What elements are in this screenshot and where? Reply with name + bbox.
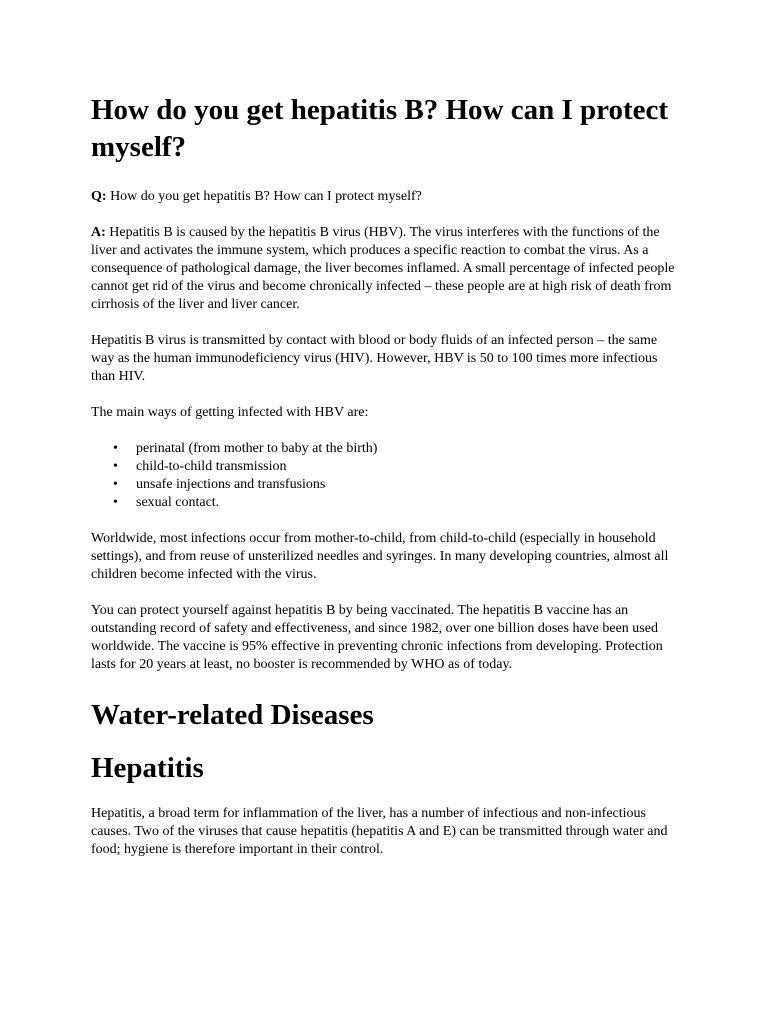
ways-list <box>91 440 681 512</box>
hepatitis-paragraph: Hepatitis, a broad term for inflammation of the liver, has a number of infectious and non-infectious causes. Two of the viruses that cause hepatitis (hepatitis A and E) can be transmitted through water and food; hygiene is therefore important in their control. <box>91 806 668 857</box>
document-page <box>91 92 681 877</box>
list-item <box>113 494 681 512</box>
section-heading-water-related-diseases: Water-related Diseases <box>91 699 374 731</box>
worldwide-paragraph: Worldwide, most infections occur from mother-to-child, from child-to-child (especially in household settings), and from reuse of unsterilized needles and syringes. In many developing countries, almost all children become infected with the virus. <box>91 531 669 582</box>
answer-label: A: <box>91 225 106 240</box>
question-text: How do you get hepatitis B? How can I protect myself? <box>106 189 422 204</box>
bullet-icon: • <box>113 477 118 492</box>
answer-paragraph <box>91 224 681 314</box>
list-item <box>113 476 681 494</box>
transmission-paragraph: Hepatitis B virus is transmitted by contact with blood or body fluids of an infected person – the same way as the human immunodeficiency virus (HIV). However, HBV is 50 to 100 times more infectious than HIV. <box>91 333 658 384</box>
bullet-icon: • <box>113 441 118 456</box>
list-item <box>113 458 681 476</box>
section-heading-hepatitis: Hepatitis <box>91 752 204 784</box>
article-title: How do you get hepatitis B? How can I protect myself? <box>91 94 669 163</box>
bullet-icon: • <box>113 459 118 474</box>
ways-intro-paragraph: The main ways of getting infected with HBV are: <box>91 405 369 420</box>
list-item <box>113 440 681 458</box>
question-label: Q: <box>91 189 107 204</box>
list-item-text: unsafe injections and transfusions <box>136 477 326 492</box>
list-item-text: child-to-child transmission <box>136 459 287 474</box>
list-item-text: sexual contact. <box>136 495 220 510</box>
vaccine-paragraph: You can protect yourself against hepatitis B by being vaccinated. The hepatitis B vaccine has an outstanding record of safety and effectiveness, and since 1982, over one billion doses have been used worldwide. The vaccine is 95% effective in preventing chronic infections from developing. Protection lasts for 20 years at least, no booster is recommended by WHO as of today. <box>91 603 663 672</box>
list-item-text: perinatal (from mother to baby at the birth) <box>136 441 378 456</box>
question-paragraph <box>91 188 681 206</box>
answer-text: Hepatitis B is caused by the hepatitis B virus (HBV). The virus interferes with the functions of the liver and activates the immune system, which produces a specific reaction to combat the virus. As a consequence of pathological damage, the liver becomes inflamed. A small percentage of infected people cannot get rid of the virus and become chronically infected – these people are at high risk of death from cirrhosis of the liver and liver cancer. <box>91 225 675 312</box>
bullet-icon: • <box>113 495 118 510</box>
